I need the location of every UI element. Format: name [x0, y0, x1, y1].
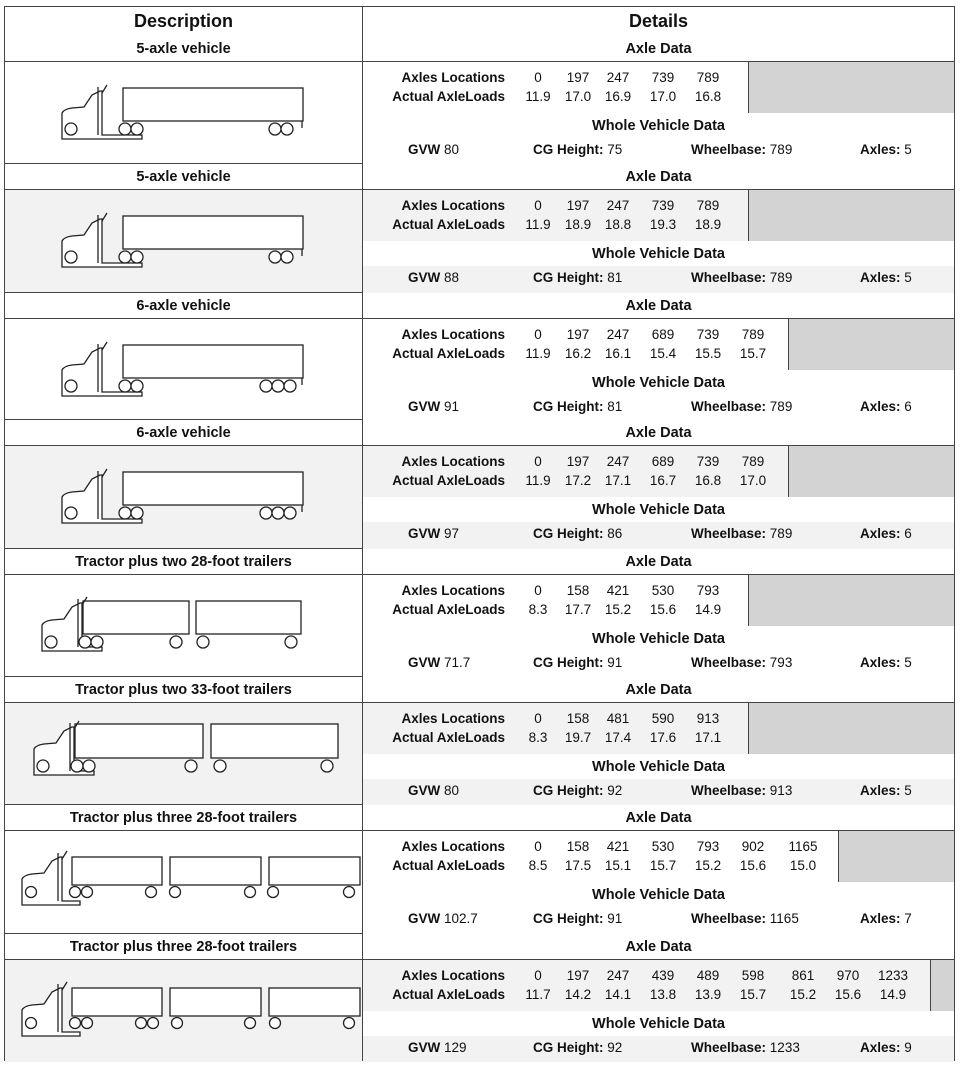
whole-vehicle-row — [363, 138, 954, 164]
axles-field: Axles: 7 — [860, 911, 912, 926]
axle-data-title: Axle Data — [363, 934, 954, 960]
wheelbase-field: Wheelbase: 1165 — [691, 911, 799, 926]
axles-field: Axles: 5 — [860, 783, 912, 798]
axle-load-value: 15.2 — [694, 858, 722, 873]
axle-location-value: 530 — [651, 583, 675, 598]
axle-locations-label: Axles Locations — [401, 583, 505, 598]
axle-locations-label: Axles Locations — [401, 327, 505, 342]
axle-location-value: 0 — [534, 454, 542, 469]
axles-field: Axles: 6 — [860, 526, 912, 541]
axle-location-value: 247 — [606, 70, 630, 85]
vehicle-description: 5-axle vehicle — [5, 36, 362, 62]
axle-data-area — [363, 575, 954, 626]
gvw-field: GVW 129 — [408, 1040, 467, 1055]
axle-location-value: 913 — [696, 711, 720, 726]
axle-load-value: 15.5 — [694, 346, 722, 361]
whole-vehicle-title: Whole Vehicle Data — [363, 754, 954, 779]
whole-vehicle-row — [363, 395, 954, 420]
axle-location-value: 793 — [696, 839, 720, 854]
cg-height-field: CG Height: 91 — [533, 655, 623, 670]
wheelbase-field: Wheelbase: 789 — [691, 399, 793, 414]
wheelbase-field: Wheelbase: 793 — [691, 655, 793, 670]
axle-location-value: 247 — [606, 198, 630, 213]
vehicle-block — [5, 36, 954, 164]
whole-vehicle-row — [363, 266, 954, 293]
vehicle-block — [5, 549, 954, 677]
axle-load-value: 15.4 — [649, 346, 677, 361]
axle-location-value: 1233 — [877, 968, 909, 983]
axle-location-value: 689 — [651, 454, 675, 469]
axle-location-value: 793 — [696, 583, 720, 598]
axle-locations-label: Axles Locations — [401, 454, 505, 469]
axle-data-area — [363, 446, 954, 497]
truck-illustration — [5, 831, 362, 933]
axle-location-value: 481 — [606, 711, 630, 726]
axle-location-value: 861 — [791, 968, 815, 983]
wheelbase-field: Wheelbase: 913 — [691, 783, 793, 798]
axle-location-value: 197 — [566, 70, 590, 85]
axle-load-value: 8.3 — [528, 730, 548, 745]
axle-load-value: 14.9 — [694, 602, 722, 617]
whole-vehicle-title: Whole Vehicle Data — [363, 113, 954, 138]
axle-location-value: 489 — [696, 968, 720, 983]
vehicle-block — [5, 164, 954, 293]
axles-field: Axles: 5 — [860, 142, 912, 157]
axle-location-value: 789 — [696, 198, 720, 213]
axle-load-value: 17.1 — [604, 473, 632, 488]
truck-icon — [5, 319, 362, 420]
axle-locations-label: Axles Locations — [401, 70, 505, 85]
cg-height-field: CG Height: 92 — [533, 1040, 623, 1055]
axle-location-value: 0 — [534, 583, 542, 598]
whole-vehicle-title: Whole Vehicle Data — [363, 882, 954, 907]
axle-data-area — [363, 703, 954, 754]
empty-cell — [748, 62, 954, 113]
axle-location-value: 739 — [651, 70, 675, 85]
axle-load-value: 19.7 — [564, 730, 592, 745]
axle-load-value: 16.8 — [694, 473, 722, 488]
axle-location-value: 789 — [741, 327, 765, 342]
truck-icon — [5, 62, 362, 164]
axle-load-value: 13.8 — [649, 987, 677, 1002]
axle-load-value: 17.0 — [739, 473, 767, 488]
vehicle-block — [5, 805, 954, 934]
whole-vehicle-title: Whole Vehicle Data — [363, 241, 954, 266]
whole-vehicle-title: Whole Vehicle Data — [363, 626, 954, 651]
axle-load-value: 17.4 — [604, 730, 632, 745]
cg-height-field: CG Height: 81 — [533, 399, 623, 414]
axle-location-value: 970 — [836, 968, 860, 983]
vehicle-block — [5, 420, 954, 549]
cg-height-field: CG Height: 75 — [533, 142, 623, 157]
axle-location-value: 421 — [606, 583, 630, 598]
empty-cell — [930, 960, 954, 1011]
whole-vehicle-row — [363, 651, 954, 677]
axle-location-value: 739 — [696, 454, 720, 469]
truck-icon — [5, 703, 362, 805]
axle-data-title: Axle Data — [363, 164, 954, 190]
axle-load-value: 14.9 — [879, 987, 907, 1002]
axle-location-value: 0 — [534, 70, 542, 85]
axle-location-value: 421 — [606, 839, 630, 854]
axle-load-value: 16.8 — [694, 89, 722, 104]
column-divider — [362, 7, 363, 1060]
axle-loads-label: Actual AxleLoads — [392, 987, 505, 1002]
axle-load-value: 15.1 — [604, 858, 632, 873]
truck-icon — [5, 960, 362, 1062]
axle-load-value: 15.7 — [739, 987, 767, 1002]
axle-load-value: 11.9 — [525, 217, 551, 232]
axle-load-value: 15.2 — [789, 987, 817, 1002]
axle-load-value: 13.9 — [694, 987, 722, 1002]
axle-location-value: 530 — [651, 839, 675, 854]
cg-height-field: CG Height: 86 — [533, 526, 623, 541]
empty-cell — [838, 831, 954, 882]
axle-load-value: 11.9 — [525, 346, 551, 361]
cg-height-field: CG Height: 92 — [533, 783, 623, 798]
axle-data-area — [363, 190, 954, 241]
vehicle-description: 6-axle vehicle — [5, 293, 362, 319]
axle-data-area — [363, 319, 954, 370]
axle-load-value: 15.6 — [834, 987, 862, 1002]
gvw-field: GVW 88 — [408, 270, 460, 285]
axle-location-value: 739 — [696, 327, 720, 342]
axle-load-value: 14.1 — [604, 987, 632, 1002]
whole-vehicle-title: Whole Vehicle Data — [363, 497, 954, 522]
axle-load-value: 16.7 — [649, 473, 677, 488]
details-header: Details — [363, 7, 954, 37]
axle-load-value: 11.9 — [525, 473, 551, 488]
truck-illustration — [5, 960, 362, 1062]
empty-cell — [748, 703, 954, 754]
whole-vehicle-row — [363, 522, 954, 549]
vehicle-description: 6-axle vehicle — [5, 420, 362, 446]
axle-location-value: 0 — [534, 839, 542, 854]
truck-illustration — [5, 575, 362, 676]
vehicle-description: Tractor plus three 28-foot trailers — [5, 934, 362, 960]
axle-load-value: 15.7 — [739, 346, 767, 361]
axle-load-value: 17.1 — [694, 730, 722, 745]
truck-icon — [5, 831, 362, 934]
gvw-field: GVW 80 — [408, 783, 460, 798]
axle-location-value: 789 — [696, 70, 720, 85]
truck-illustration — [5, 319, 362, 419]
axle-load-value: 15.2 — [604, 602, 632, 617]
axle-loads-label: Actual AxleLoads — [392, 858, 505, 873]
axle-location-value: 0 — [534, 711, 542, 726]
axle-location-value: 197 — [566, 454, 590, 469]
whole-vehicle-title: Whole Vehicle Data — [363, 370, 954, 395]
axle-load-value: 14.2 — [564, 987, 592, 1002]
axle-load-value: 15.7 — [649, 858, 677, 873]
axle-load-value: 15.6 — [649, 602, 677, 617]
whole-vehicle-row — [363, 907, 954, 934]
empty-cell — [788, 319, 954, 370]
axle-data-title: Axle Data — [363, 293, 954, 319]
axle-location-value: 739 — [651, 198, 675, 213]
axle-location-value: 197 — [566, 327, 590, 342]
axle-location-value: 247 — [606, 327, 630, 342]
axle-location-value: 590 — [651, 711, 675, 726]
axle-locations-label: Axles Locations — [401, 968, 505, 983]
axle-data-title: Axle Data — [363, 549, 954, 575]
axle-loads-label: Actual AxleLoads — [392, 473, 505, 488]
axle-load-value: 18.9 — [694, 217, 722, 232]
axle-location-value: 0 — [534, 327, 542, 342]
wheelbase-field: Wheelbase: 789 — [691, 142, 793, 157]
axle-location-value: 902 — [741, 839, 765, 854]
axle-location-value: 247 — [606, 968, 630, 983]
axle-load-value: 18.9 — [564, 217, 592, 232]
gvw-field: GVW 102.7 — [408, 911, 478, 926]
axle-load-value: 18.8 — [604, 217, 632, 232]
truck-icon — [5, 575, 362, 677]
axles-field: Axles: 9 — [860, 1040, 912, 1055]
axle-location-value: 158 — [566, 583, 590, 598]
axle-data-area — [363, 62, 954, 113]
axle-load-value: 17.2 — [564, 473, 592, 488]
truck-icon — [5, 190, 362, 293]
gvw-field: GVW 97 — [408, 526, 460, 541]
axle-location-value: 158 — [566, 711, 590, 726]
axle-load-value: 15.6 — [739, 858, 767, 873]
axle-data-area — [363, 831, 954, 882]
gvw-field: GVW 80 — [408, 142, 460, 157]
vehicle-description: Tractor plus two 33-foot trailers — [5, 677, 362, 703]
axle-locations-label: Axles Locations — [401, 711, 505, 726]
empty-cell — [748, 575, 954, 626]
axle-data-title: Axle Data — [363, 420, 954, 446]
truck-illustration — [5, 190, 362, 292]
truck-icon — [5, 446, 362, 549]
axle-location-value: 0 — [534, 198, 542, 213]
axle-load-value: 17.5 — [564, 858, 592, 873]
axle-load-value: 11.7 — [525, 987, 551, 1002]
axle-load-value: 17.7 — [564, 602, 592, 617]
axle-loads-label: Actual AxleLoads — [392, 346, 505, 361]
axle-load-value: 16.1 — [604, 346, 632, 361]
truck-illustration — [5, 703, 362, 804]
vehicle-block — [5, 934, 954, 1062]
axles-field: Axles: 5 — [860, 655, 912, 670]
vehicle-description: 5-axle vehicle — [5, 164, 362, 190]
whole-vehicle-title: Whole Vehicle Data — [363, 1011, 954, 1036]
axles-field: Axles: 5 — [860, 270, 912, 285]
vehicle-data-table — [4, 6, 955, 1061]
axle-load-value: 17.0 — [649, 89, 677, 104]
vehicle-description: Tractor plus three 28-foot trailers — [5, 805, 362, 831]
axle-location-value: 0 — [534, 968, 542, 983]
axle-load-value: 11.9 — [525, 89, 551, 104]
axle-load-value: 16.2 — [564, 346, 592, 361]
axle-location-value: 197 — [566, 198, 590, 213]
wheelbase-field: Wheelbase: 1233 — [691, 1040, 800, 1055]
axle-load-value: 19.3 — [649, 217, 677, 232]
cg-height-field: CG Height: 91 — [533, 911, 623, 926]
whole-vehicle-row — [363, 779, 954, 805]
axle-load-value: 16.9 — [604, 89, 632, 104]
axle-data-title: Axle Data — [363, 36, 954, 62]
axle-location-value: 598 — [741, 968, 765, 983]
gvw-field: GVW 71.7 — [408, 655, 471, 670]
axle-location-value: 1165 — [788, 839, 818, 854]
axle-locations-label: Axles Locations — [401, 198, 505, 213]
vehicle-block — [5, 677, 954, 805]
axle-location-value: 789 — [741, 454, 765, 469]
axle-location-value: 197 — [566, 968, 590, 983]
vehicle-block — [5, 293, 954, 420]
axle-load-value: 17.0 — [564, 89, 592, 104]
axle-location-value: 439 — [651, 968, 675, 983]
axle-loads-label: Actual AxleLoads — [392, 730, 505, 745]
axle-data-title: Axle Data — [363, 677, 954, 703]
axle-load-value: 17.6 — [649, 730, 677, 745]
axle-loads-label: Actual AxleLoads — [392, 89, 505, 104]
vehicle-description: Tractor plus two 28-foot trailers — [5, 549, 362, 575]
axle-location-value: 247 — [606, 454, 630, 469]
description-header: Description — [5, 7, 362, 37]
truck-illustration — [5, 446, 362, 548]
wheelbase-field: Wheelbase: 789 — [691, 270, 793, 285]
axle-data-area — [363, 960, 954, 1011]
axle-data-title: Axle Data — [363, 805, 954, 831]
axle-loads-label: Actual AxleLoads — [392, 602, 505, 617]
axle-locations-label: Axles Locations — [401, 839, 505, 854]
whole-vehicle-row — [363, 1036, 954, 1062]
truck-illustration — [5, 62, 362, 163]
axle-location-value: 158 — [566, 839, 590, 854]
wheelbase-field: Wheelbase: 789 — [691, 526, 793, 541]
axle-location-value: 689 — [651, 327, 675, 342]
axle-load-value: 8.5 — [528, 858, 548, 873]
axle-load-value: 8.3 — [528, 602, 548, 617]
gvw-field: GVW 91 — [408, 399, 460, 414]
empty-cell — [788, 446, 954, 497]
axle-loads-label: Actual AxleLoads — [392, 217, 505, 232]
cg-height-field: CG Height: 81 — [533, 270, 623, 285]
axles-field: Axles: 6 — [860, 399, 912, 414]
axle-load-value: 15.0 — [789, 858, 817, 873]
empty-cell — [748, 190, 954, 241]
